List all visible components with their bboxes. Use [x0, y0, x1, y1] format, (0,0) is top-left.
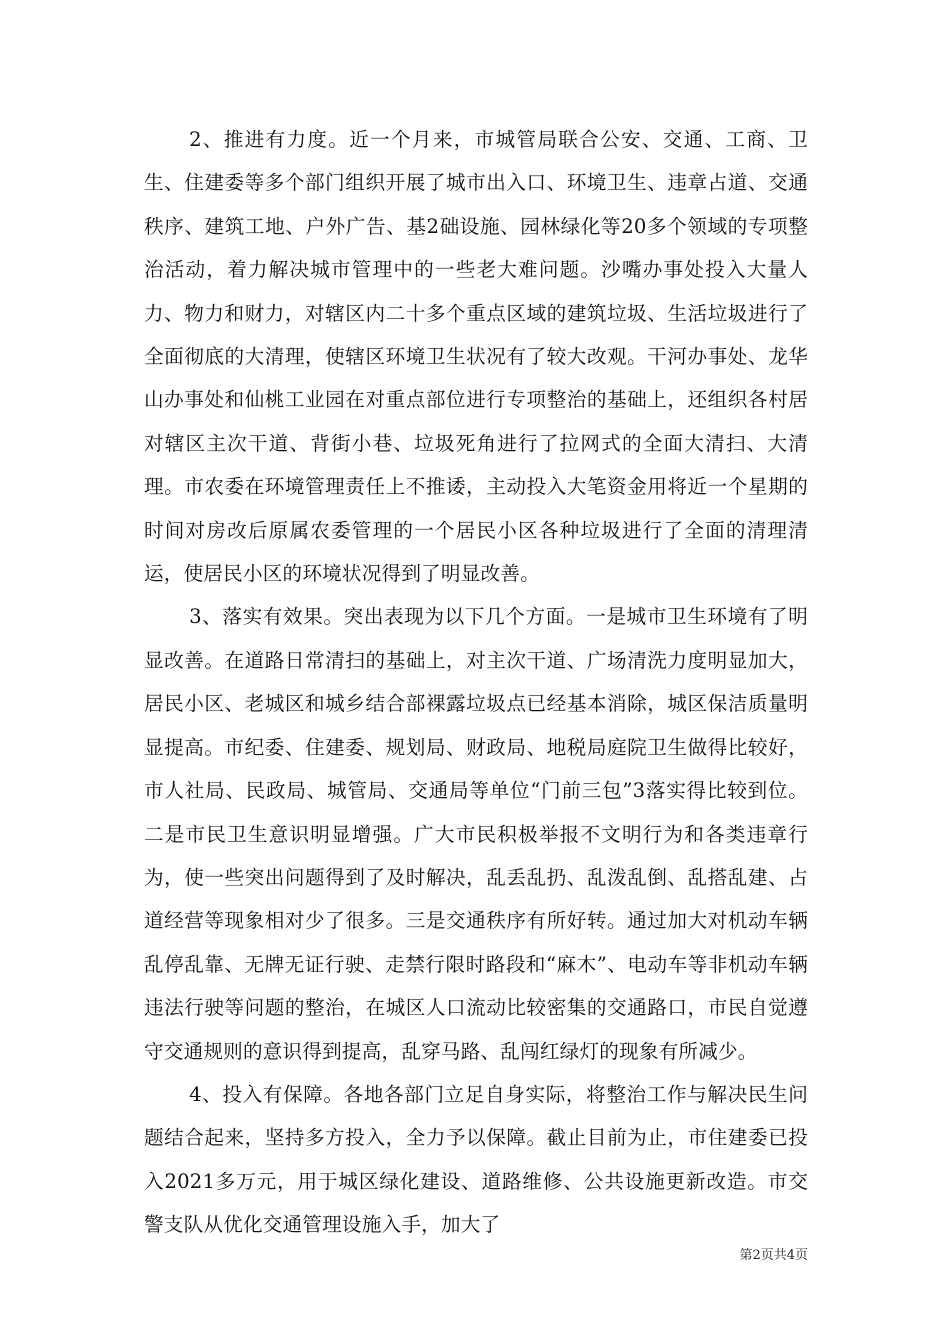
paragraph-3-results: 3、落实有效果。突出表现为以下几个方面。一是城市卫生环境有了明显改善。在道路日常清扫的基础上，对主次干道、广场清洗力度明显加大，居民小区、老城区和城乡结合部裸露垃圾点已经基本消除，城区保洁质量明显提高。市纪委、住建委、规划局、财政局、地税局庭院卫生做得比较好，市人社局、民政局、城管局、交通局等单位“门前三包”3落实得比较到位。二是市民卫生意识明显增强。广大市民积极举报不文明行为和各类违章行为，使一些突出问题得到了及时解决，乱丢乱扔、乱泼乱倒、乱搭乱建、占道经营等现象相对少了很多。三是交通秩序有所好转。通过加大对机动车辆乱停乱靠、无牌无证行驶、走禁行限时路段和“麻木”、电动车等非机动车辆违法行驶等问题的整治，在城区人口流动比较密集的交通路口，市民自觉遵守交通规则的意识得到提高，乱穿马路、乱闯红绿灯的现象有所减少。 — [144, 605, 808, 1063]
paragraph-4-investment: 4、投入有保障。各地各部门立足自身实际，将整治工作与解决民生问题结合起来，坚持多方投入，全力予以保障。截止目前为止，市住建委已投入2021多万元，用于城区绿化建设、道路维修、公共设施更新改造。市交警支队从优化交通管理设施入手，加大了 — [144, 1082, 808, 1237]
paragraph-2-enforcement: 2、推进有力度。近一个月来，市城管局联合公安、交通、工商、卫生、住建委等多个部门组织开展了城市出入口、环境卫生、违章占道、交通秩序、建筑工地、户外广告、基2础设施、园林绿化等20多个领域的专项整治活动，着力解决城市管理中的一些老大难问题。沙嘴办事处投入大量人力、物力和财力，对辖区内二十多个重点区域的建筑垃圾、生活垃圾进行了全面彻底的大清理，使辖区环境卫生状况有了较大改观。干河办事处、龙华山办事处和仙桃工业园在对重点部位进行专项整治的基础上，还组织各村居对辖区主次干道、背街小巷、垃圾死角进行了拉网式的全面大清扫、大清理。市农委在环境管理责任上不推诿，主动投入大笔资金用将近一个星期的时间对房改后原属农委管理的一个居民小区各种垃圾进行了全面的清理清运，使居民小区的环境状况得到了明显改善。 — [144, 128, 808, 586]
document-body — [144, 118, 808, 1247]
page-number-footer: 第2页共4页 — [739, 1248, 808, 1263]
